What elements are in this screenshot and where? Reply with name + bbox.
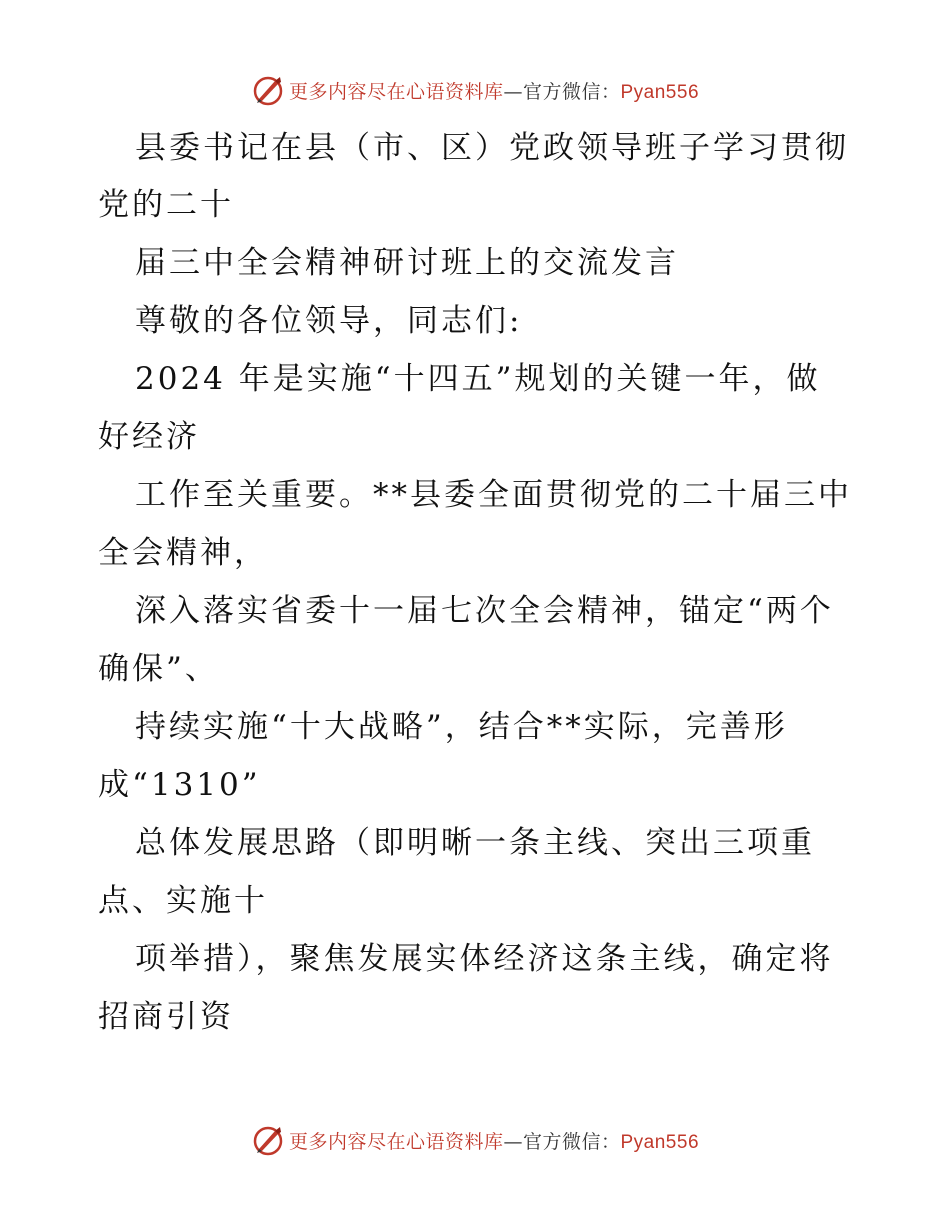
text-line: 项举措），聚焦发展实体经济这条主线，确定将 <box>135 941 834 977</box>
footer-banner-wechat-label: 官方微信： <box>522 1130 621 1153</box>
footer-banner-text <box>289 1127 699 1154</box>
text-line: 好经济 <box>98 419 200 455</box>
text-line: 尊敬的各位领导，同志们: <box>135 303 523 339</box>
quill-pen-logo-icon <box>251 73 285 107</box>
text-line: 党的二十 <box>98 187 234 223</box>
header-banner-dash: — <box>503 80 523 103</box>
text-line: 持续实施“十大战略”，结合**实际，完善形 <box>135 709 788 745</box>
header-watermark-banner <box>0 70 950 110</box>
text-line: 深入落实省委十一届七次全会精神，锚定“两个 <box>135 593 834 629</box>
text-line: 届三中全会精神研讨班上的交流发言 <box>135 245 679 281</box>
text-line: 成“1310” <box>98 767 261 803</box>
header-banner-wechat-label: 官方微信： <box>522 80 621 103</box>
text-line: 县委书记在县（市、区）党政领导班子学习贯彻 <box>135 130 849 166</box>
text-line: 招商引资 <box>98 999 234 1035</box>
text-line: 总体发展思路（即明晰一条主线、突出三项重 <box>135 825 815 861</box>
header-banner-wechat-id: Pyan556 <box>620 81 700 103</box>
footer-banner-dash: — <box>503 1130 523 1153</box>
text-line: 确保”、 <box>98 651 219 687</box>
text-line: 工作至关重要。**县委全面贯彻党的二十届三中 <box>135 477 852 513</box>
quill-pen-logo-icon <box>251 1123 285 1157</box>
text-line: 2024 年是实施“十四五”规划的关键一年，做 <box>135 361 821 397</box>
footer-banner-wechat-id: Pyan556 <box>620 1131 700 1153</box>
footer-watermark-banner <box>0 1120 950 1160</box>
text-line: 全会精神， <box>98 535 268 571</box>
header-banner-text <box>289 77 699 104</box>
footer-banner-main: 更多内容尽在心语资料库 <box>288 1130 504 1153</box>
header-banner-main: 更多内容尽在心语资料库 <box>288 80 504 103</box>
text-line: 点、实施十 <box>98 883 268 919</box>
